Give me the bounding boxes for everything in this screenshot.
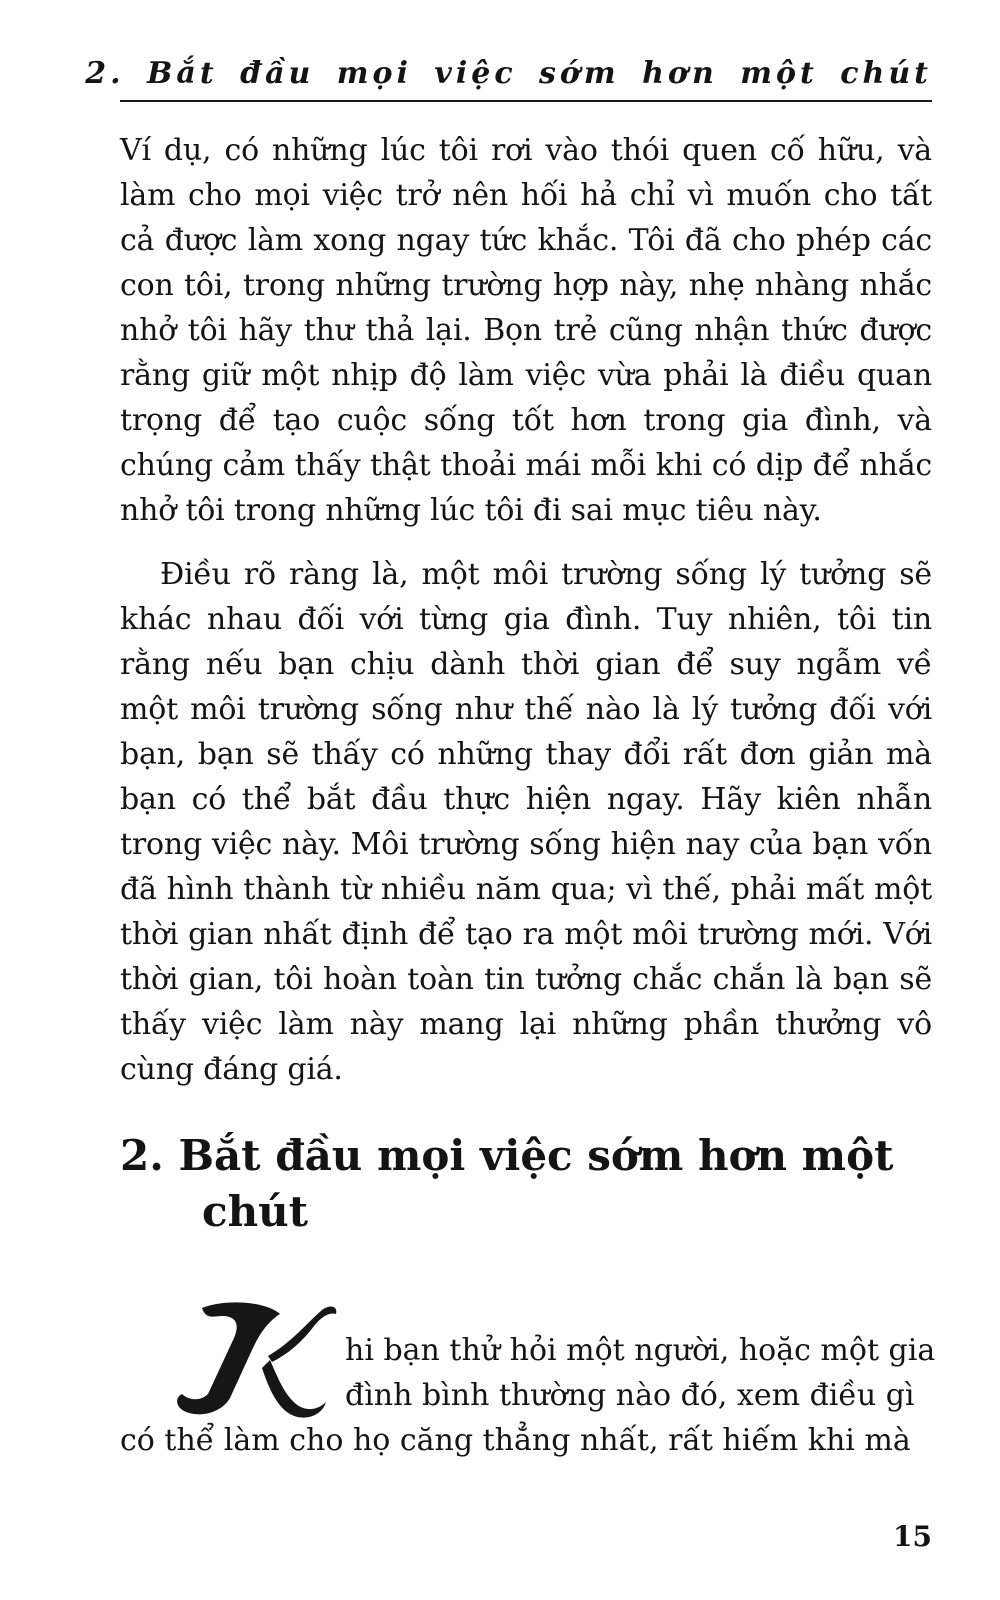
body-paragraph-2: Điều rõ ràng là, một môi trường sống lý tưởng sẽ khác nhau đối với từng gia đình. Tuy nhiên, tôi tin rằng nếu bạn chịu dành thời gian để suy ngẫm về một môi trường sống như thế nào là lý tưởng đối với bạn, bạn sẽ thấy có những thay đổi rất đơn giản mà bạn có thể bắt đầu thực hiện ngay. Hãy kiên nhẫn trong việc này. Môi trường sống hiện nay của bạn vốn đã hình thành từ nhiều năm qua; vì thế, phải mất một thời gian nhất định để tạo ra một môi trường mới. Với thời gian, tôi hoàn toàn tin tưởng chắc chắn là bạn sẽ thấy việc làm này mang lại những phần thưởng vô cùng đáng giá. — [120, 557, 932, 1087]
section-heading-line-2: chút — [202, 1187, 309, 1236]
running-header — [85, 52, 932, 102]
drop-cap-k-glyph — [172, 1298, 342, 1420]
drop-cap-text-line-3: có thể làm cho họ căng thẳng nhất, rất hiếm khi mà — [120, 1423, 911, 1458]
body-paragraph-1: Ví dụ, có những lúc tôi rơi vào thói quen cố hữu, và làm cho mọi việc trở nên hối hả chỉ vì muốn cho tất cả được làm xong ngay tức khắc. Tôi đã cho phép các con tôi, trong những trường hợp này, nhẹ nhàng nhắc nhở tôi hãy thư thả lại. Bọn trẻ cũng nhận thức được rằng giữ một nhịp độ làm việc vừa phải là điều quan trọng để tạo cuộc sống tốt hơn trong gia đình, và chúng cảm thấy thật thoải mái mỗi khi có dịp để nhắc nhở tôi trong những lúc tôi đi sai mục tiêu này. — [120, 133, 932, 528]
drop-cap-text-line-2: đình bình thường nào đó, xem điều gì — [345, 1378, 915, 1413]
drop-cap-ornament — [172, 1298, 342, 1420]
page-number: 15 — [893, 1520, 932, 1553]
section-heading-line-1: 2. Bắt đầu mọi việc sớm hơn một — [120, 1131, 894, 1180]
section-heading — [120, 1128, 932, 1240]
drop-cap-text-line-1: hi bạn thử hỏi một người, hoặc một gia — [345, 1333, 936, 1368]
running-header-title: 2. Bắt đầu mọi việc sớm hơn một chút — [85, 56, 932, 91]
